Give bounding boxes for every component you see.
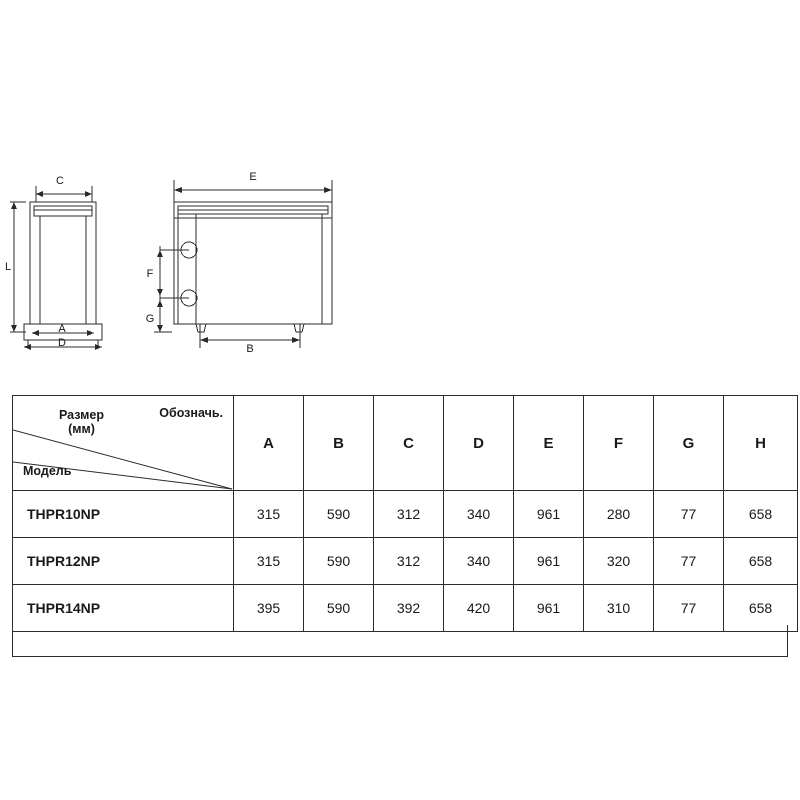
column-header-d: D <box>444 396 514 491</box>
cell-f: 310 <box>584 585 654 632</box>
column-header-a: A <box>234 396 304 491</box>
technical-drawings <box>0 150 800 380</box>
cell-d: 340 <box>444 491 514 538</box>
cell-e: 961 <box>514 585 584 632</box>
cell-a: 315 <box>234 538 304 585</box>
cell-d: 340 <box>444 538 514 585</box>
dim-label-b: B <box>246 343 254 355</box>
cell-f: 320 <box>584 538 654 585</box>
dim-label-d: D <box>58 337 66 349</box>
cell-e: 961 <box>514 538 584 585</box>
column-header-e: E <box>514 396 584 491</box>
cell-b: 590 <box>304 585 374 632</box>
column-header-b: B <box>304 396 374 491</box>
dimensions-table <box>12 395 798 632</box>
cell-c: 312 <box>374 491 444 538</box>
front-view-drawing <box>154 180 332 348</box>
table-row <box>13 538 798 585</box>
dim-label-g: G <box>145 313 155 325</box>
model-name: THPR12NP <box>13 538 234 585</box>
drawings-svg <box>0 150 800 380</box>
model-name: THPR10NP <box>13 491 234 538</box>
table-footer-band <box>12 625 788 657</box>
cell-g: 77 <box>654 538 724 585</box>
corner-model-label: Модель <box>23 463 72 478</box>
table-header-row <box>13 396 798 491</box>
cell-c: 312 <box>374 538 444 585</box>
dim-label-f: F <box>146 268 154 280</box>
dim-label-c: C <box>56 175 64 187</box>
column-header-g: G <box>654 396 724 491</box>
corner-size-label: Размер (мм) <box>59 408 105 437</box>
dim-label-e: E <box>249 171 257 183</box>
cell-a: 315 <box>234 491 304 538</box>
cell-g: 77 <box>654 491 724 538</box>
cell-a: 395 <box>234 585 304 632</box>
dim-label-a: A <box>58 323 66 335</box>
column-header-h: H <box>724 396 798 491</box>
cell-h: 658 <box>724 585 798 632</box>
column-header-f: F <box>584 396 654 491</box>
side-view-drawing <box>10 186 102 350</box>
cell-b: 590 <box>304 538 374 585</box>
cell-c: 392 <box>374 585 444 632</box>
column-header-c: C <box>374 396 444 491</box>
model-name: THPR14NP <box>13 585 234 632</box>
cell-h: 658 <box>724 491 798 538</box>
cell-b: 590 <box>304 491 374 538</box>
corner-designation-label: Обозначь. <box>159 406 223 420</box>
cell-g: 77 <box>654 585 724 632</box>
table-row <box>13 491 798 538</box>
cell-h: 658 <box>724 538 798 585</box>
cell-f: 280 <box>584 491 654 538</box>
cell-e: 961 <box>514 491 584 538</box>
cell-d: 420 <box>444 585 514 632</box>
table-corner-header <box>13 396 234 491</box>
dim-label-l: L <box>5 261 12 273</box>
